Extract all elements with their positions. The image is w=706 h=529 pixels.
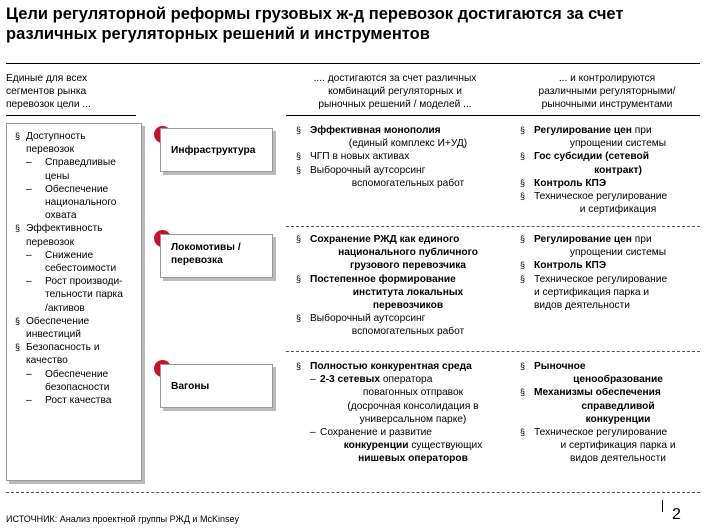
header-line: .... достигаются за счет различных: [313, 73, 477, 84]
goal-label: инвестиций: [26, 329, 81, 341]
item-detail: (единый комплекс И+УД): [348, 138, 468, 150]
goal-label: § Безопасность и: [26, 342, 100, 354]
bottom-divider: [6, 492, 700, 493]
bullet-item: [520, 190, 702, 216]
goal-item: [15, 341, 139, 367]
header-line: Единые для всех: [6, 73, 88, 84]
solutions-row-3: [296, 360, 506, 466]
item-detail: видов деятельности: [534, 300, 630, 312]
item-detail: и сертификация парка и: [560, 440, 676, 452]
bullet-item: [520, 360, 702, 386]
header-line: рыночными инструментами: [541, 99, 673, 110]
goal-subitem: [15, 183, 139, 223]
header-line: ... и контролируются: [558, 73, 656, 84]
page-number-bar: [662, 500, 663, 512]
dash-marker: –: [26, 276, 32, 288]
goal-sublabel: /активов: [45, 302, 85, 314]
item-detail: универсальном парке): [359, 413, 467, 425]
goal-subitem: [15, 368, 139, 394]
item-detail: [320, 439, 506, 452]
goal-subitem: [15, 394, 139, 407]
goal-item: [15, 130, 139, 156]
header-solutions: [286, 72, 504, 111]
item-bold: Регулирование цен: [534, 125, 632, 136]
item-headline: § Выборочный аутсорсинг: [310, 313, 426, 325]
item-bold: Регулирование цен: [534, 234, 632, 245]
item-detail: повагонных отправок: [362, 387, 464, 399]
header-instruments: [512, 72, 702, 111]
goals-box: [6, 123, 142, 481]
solutions-row-1: [296, 124, 506, 190]
dash-marker: –: [26, 249, 32, 261]
goal-sublabel: Снижение: [45, 249, 94, 261]
infra-box: [160, 234, 273, 278]
bullet-item: [520, 233, 702, 259]
goal-sublabel: охвата: [45, 210, 77, 222]
header-goals: [6, 72, 136, 111]
bullet-item: [296, 233, 506, 273]
item-detail: грузового перевозчика: [350, 260, 466, 272]
instruments-row-1: [520, 124, 702, 216]
item-detail: ценообразование: [573, 374, 663, 386]
bullet-subitem: [296, 426, 506, 466]
item-detail: нишевых операторов: [358, 453, 468, 465]
bullet-item: [520, 386, 702, 426]
bullet-item: [520, 426, 702, 466]
bullet-item: [520, 150, 702, 176]
goal-label: § Доступность: [26, 131, 86, 142]
header-line: рыночных решений / моделей ...: [318, 99, 472, 110]
infra-box: [160, 128, 273, 172]
header-underline: [286, 115, 700, 116]
item-detail: перевозчиков: [372, 300, 444, 312]
item-detail: института локальных: [352, 286, 464, 298]
instruments-row-3: [520, 360, 702, 466]
header-underline: [6, 115, 136, 116]
item-headline: § Гос субсидии (сетевой: [534, 151, 649, 163]
goal-subitem: [15, 156, 139, 182]
goal-sublabel: национального: [45, 197, 117, 209]
dash-marker: –: [26, 157, 32, 169]
item-detail: конкуренции: [585, 413, 651, 425]
dash-marker: –: [310, 427, 316, 439]
source-note: ИСТОЧНИК: Анализ проектной группы РЖД и McKinsey: [6, 514, 239, 524]
item-headline: § ЧГП в новых активах: [310, 151, 410, 163]
page-title: Цели регуляторной реформы грузовых ж-д перевозок достигаются за счет различных регуляторных решений и инструментов: [6, 5, 624, 43]
goal-sublabel: Справедливые: [45, 157, 116, 169]
bullet-item: [296, 124, 506, 150]
goal-sublabel: Рост качества: [45, 395, 112, 407]
bullet-item: [520, 273, 702, 313]
dash-marker: –: [26, 395, 32, 407]
item-rest: при: [631, 234, 652, 245]
goal-sublabel: Обеспечение: [45, 368, 109, 380]
item-detail: справедливой: [581, 400, 655, 412]
infra-box: [160, 364, 273, 408]
goal-label: § Обеспечение: [26, 315, 90, 327]
infra-label: Локомотивы /: [171, 242, 241, 253]
item-headline: [534, 124, 702, 137]
item-headline: § Выборочный аутсорсинг: [310, 164, 426, 176]
instruments-row-2: [520, 233, 702, 312]
item-headline: § Контроль КПЭ: [534, 260, 607, 272]
bullet-subitem: [296, 373, 506, 426]
title-divider: [6, 63, 700, 64]
goal-label: перевозок: [26, 144, 75, 156]
solutions-row-2: [296, 233, 506, 339]
goal-label: § Эффективность: [26, 223, 103, 235]
item-detail: вспомогательных работ: [351, 326, 465, 338]
header-line: сегментов рынка: [6, 86, 87, 97]
bullet-item: [520, 177, 702, 190]
item-headline: § Полностью конкурентная среда: [310, 361, 472, 372]
item-headline: § Эффективная монополия: [310, 125, 441, 136]
bullet-item: [296, 312, 506, 338]
item-headline: § Контроль КПЭ: [534, 177, 607, 189]
goal-item: [15, 315, 139, 341]
row-divider: [286, 351, 700, 352]
infra-label: Вагоны: [171, 381, 210, 392]
item-headline: Сохранение и развитие: [320, 427, 432, 439]
item-headline: § Рыночное: [534, 361, 586, 372]
page-number: 2: [672, 506, 681, 523]
item-detail: видов деятельности: [570, 453, 666, 465]
item-headline: § Постепенное формирование: [310, 273, 456, 285]
goal-subitem: [15, 249, 139, 275]
item-detail: и сертификация парка и: [534, 286, 650, 298]
dash-marker: –: [310, 374, 316, 386]
goal-label: перевозок: [26, 236, 75, 248]
item-detail: (досрочная консолидация в: [347, 400, 479, 412]
dash-marker: –: [26, 183, 32, 195]
goal-sublabel: цены: [45, 170, 70, 182]
goals-list: [15, 130, 139, 407]
header-line: перевозок цели ...: [6, 99, 91, 110]
dash-marker: –: [26, 368, 32, 380]
item-detail: и сертификация: [579, 204, 657, 216]
bullet-item: [520, 259, 702, 272]
infra-label: Инфраструктура: [171, 145, 256, 156]
item-detail: упрощении системы: [569, 138, 667, 150]
bullet-item: [296, 164, 506, 190]
item-headline: § Техническое регулирование: [534, 191, 668, 203]
item-headline: § Техническое регулирование: [534, 273, 668, 285]
item-detail: упрощении системы: [569, 247, 667, 259]
item-bold: конкуренции: [343, 440, 409, 452]
infra-label: перевозка: [171, 255, 223, 266]
bullet-item: [296, 150, 506, 163]
goal-label: качество: [26, 355, 68, 367]
header-line: различными регуляторными/: [538, 86, 676, 97]
row-divider: [286, 226, 700, 227]
goal-item: [15, 222, 139, 248]
item-headline: § Сохранение РЖД как единого: [310, 234, 460, 245]
item-bold: 2-3 сетевых: [320, 374, 381, 386]
goal-sublabel: безопасности: [45, 381, 110, 393]
goal-sublabel: себестоимости: [45, 263, 117, 275]
item-rest: существующих: [408, 440, 483, 452]
item-detail: вспомогательных работ: [351, 177, 465, 189]
bullet-item: [296, 360, 506, 373]
item-headline: [534, 233, 702, 246]
item-headline: § Механизмы обеспечения: [534, 387, 661, 399]
item-headline: § Техническое регулирование: [534, 427, 668, 439]
item-detail: контракт): [594, 164, 642, 176]
bullet-item: [296, 273, 506, 313]
goal-sublabel: тельности парка: [45, 289, 123, 301]
item-rest: при: [631, 125, 652, 136]
header-line: комбинаций регуляторных и: [328, 86, 462, 97]
item-rest: оператора: [380, 374, 433, 386]
goal-subitem: [15, 275, 139, 315]
item-detail: национального публичного: [338, 247, 478, 259]
goal-sublabel: Рост производи-: [45, 276, 123, 288]
item-headline: [320, 373, 506, 386]
bullet-item: [520, 124, 702, 150]
goal-sublabel: Обеспечение: [45, 183, 109, 195]
